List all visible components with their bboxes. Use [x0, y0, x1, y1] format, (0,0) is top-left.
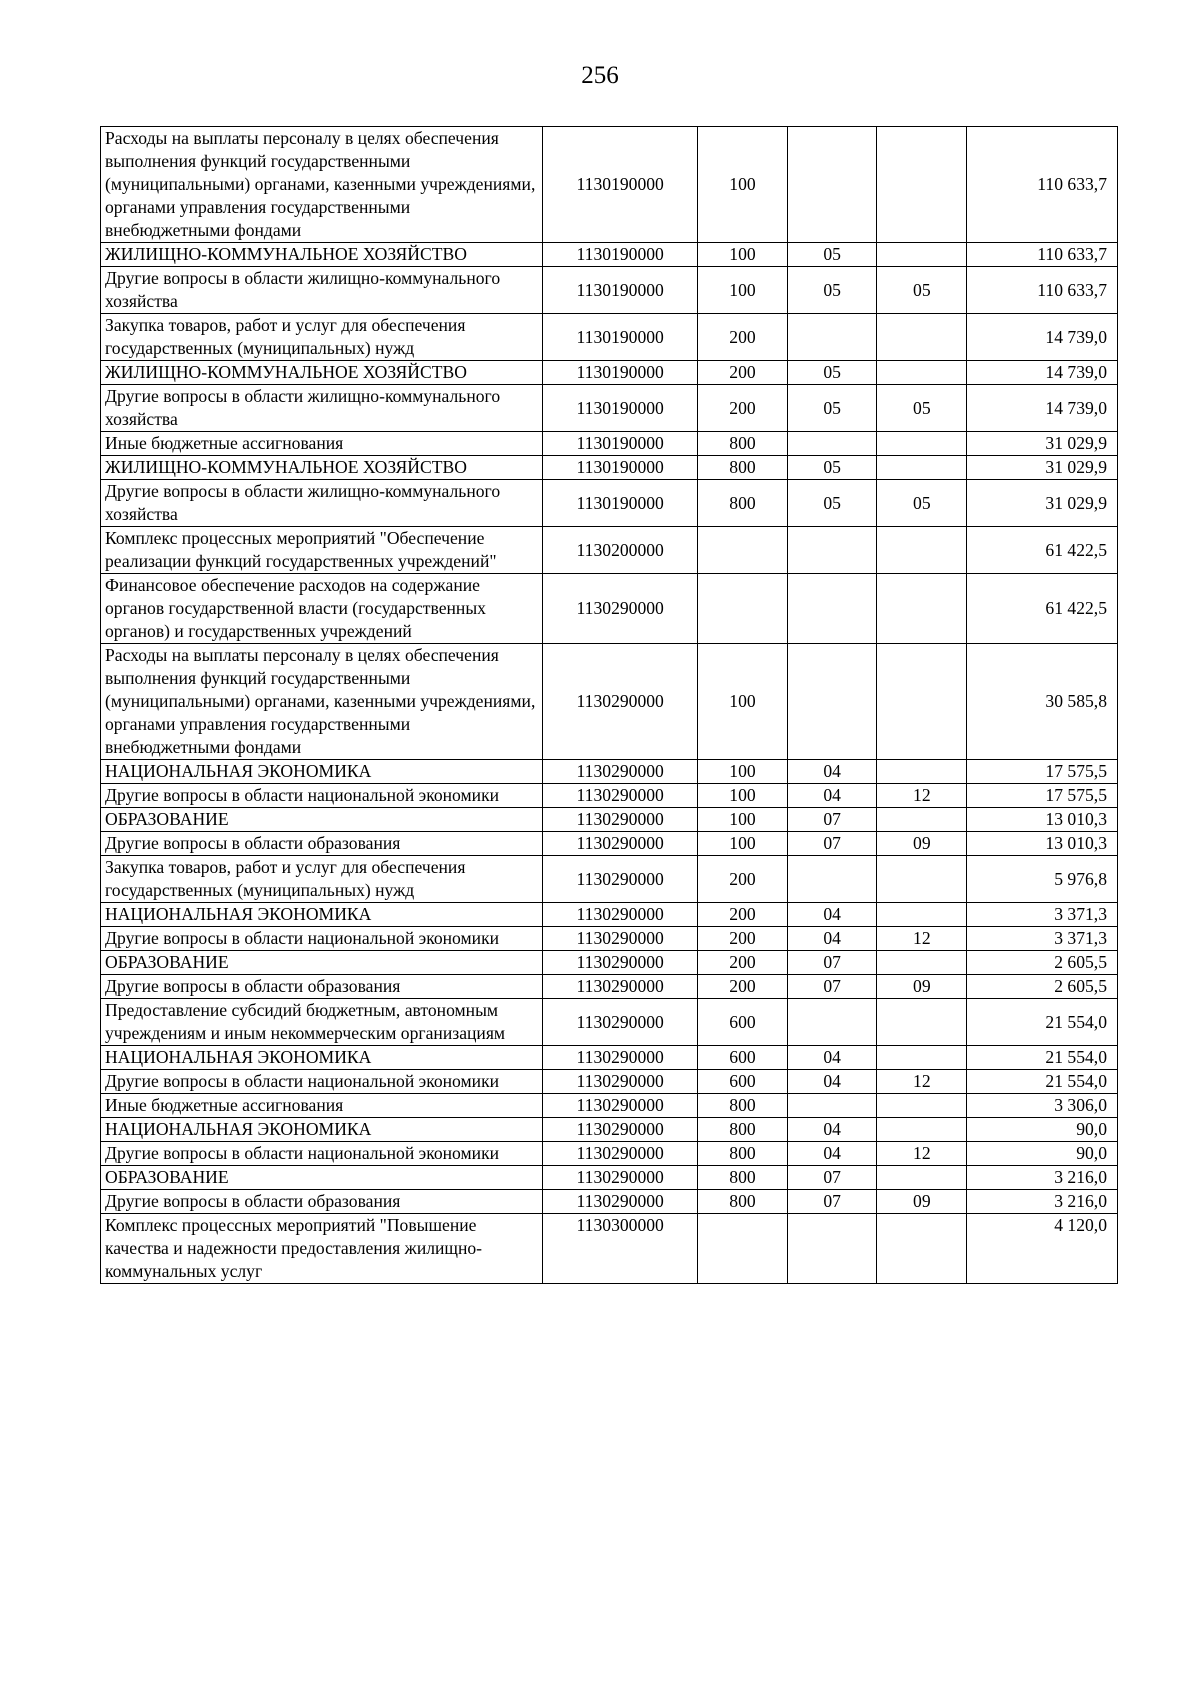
cell-target-code: 1130290000	[543, 760, 698, 784]
cell-expense-type: 100	[698, 243, 788, 267]
cell-target-code: 1130190000	[543, 456, 698, 480]
cell-target-code: 1130300000	[543, 1214, 698, 1284]
cell-section: 04	[787, 1070, 877, 1094]
cell-subsection	[877, 856, 967, 903]
cell-subsection	[877, 574, 967, 644]
table-row	[101, 1070, 1118, 1094]
cell-amount: 5 976,8	[967, 856, 1118, 903]
cell-expense-type: 100	[698, 808, 788, 832]
cell-amount: 13 010,3	[967, 808, 1118, 832]
cell-subsection	[877, 1094, 967, 1118]
cell-target-code: 1130290000	[543, 1142, 698, 1166]
cell-section: 04	[787, 784, 877, 808]
cell-name: НАЦИОНАЛЬНАЯ ЭКОНОМИКА	[101, 760, 543, 784]
cell-name: Предоставление субсидий бюджетным, автономным учреждениям и иным некоммерческим организациям	[101, 999, 543, 1046]
cell-subsection	[877, 951, 967, 975]
cell-target-code: 1130290000	[543, 1190, 698, 1214]
cell-name: ОБРАЗОВАНИЕ	[101, 1166, 543, 1190]
table-row	[101, 808, 1118, 832]
cell-target-code: 1130190000	[543, 127, 698, 243]
table-row	[101, 856, 1118, 903]
cell-amount: 2 605,5	[967, 951, 1118, 975]
table-row	[101, 903, 1118, 927]
cell-subsection	[877, 314, 967, 361]
cell-expense-type: 800	[698, 1118, 788, 1142]
cell-amount: 4 120,0	[967, 1214, 1118, 1284]
cell-target-code: 1130290000	[543, 951, 698, 975]
cell-section	[787, 856, 877, 903]
table-row	[101, 784, 1118, 808]
table-row	[101, 1142, 1118, 1166]
cell-expense-type: 200	[698, 856, 788, 903]
table-row	[101, 1118, 1118, 1142]
cell-subsection	[877, 1118, 967, 1142]
cell-name: НАЦИОНАЛЬНАЯ ЭКОНОМИКА	[101, 1118, 543, 1142]
table-row	[101, 574, 1118, 644]
cell-amount: 110 633,7	[967, 127, 1118, 243]
cell-section	[787, 574, 877, 644]
cell-subsection: 09	[877, 975, 967, 999]
cell-subsection	[877, 243, 967, 267]
cell-section	[787, 644, 877, 760]
cell-amount: 21 554,0	[967, 999, 1118, 1046]
cell-name: Финансовое обеспечение расходов на содержание органов государственной власти (государственных органов) и государственных учреждений	[101, 574, 543, 644]
table-row	[101, 927, 1118, 951]
cell-name: ОБРАЗОВАНИЕ	[101, 808, 543, 832]
table-row	[101, 432, 1118, 456]
cell-target-code: 1130290000	[543, 856, 698, 903]
cell-subsection: 12	[877, 784, 967, 808]
cell-expense-type: 100	[698, 127, 788, 243]
cell-subsection	[877, 1214, 967, 1284]
cell-amount: 17 575,5	[967, 760, 1118, 784]
cell-name: Другие вопросы в области жилищно-коммунального хозяйства	[101, 385, 543, 432]
cell-name: Другие вопросы в области национальной экономики	[101, 927, 543, 951]
table-row	[101, 361, 1118, 385]
table-row	[101, 243, 1118, 267]
table-row	[101, 975, 1118, 999]
cell-amount: 61 422,5	[967, 527, 1118, 574]
cell-expense-type: 200	[698, 314, 788, 361]
cell-expense-type: 800	[698, 456, 788, 480]
cell-subsection	[877, 903, 967, 927]
cell-expense-type: 100	[698, 644, 788, 760]
cell-section	[787, 527, 877, 574]
cell-name: Другие вопросы в области жилищно-коммунального хозяйства	[101, 267, 543, 314]
cell-target-code: 1130190000	[543, 314, 698, 361]
table-row	[101, 1094, 1118, 1118]
cell-amount: 14 739,0	[967, 385, 1118, 432]
cell-target-code: 1130190000	[543, 480, 698, 527]
cell-expense-type: 600	[698, 1046, 788, 1070]
cell-amount: 14 739,0	[967, 314, 1118, 361]
table-row	[101, 267, 1118, 314]
cell-name: Закупка товаров, работ и услуг для обеспечения государственных (муниципальных) нужд	[101, 856, 543, 903]
cell-name: ОБРАЗОВАНИЕ	[101, 951, 543, 975]
cell-target-code: 1130290000	[543, 832, 698, 856]
cell-name: Другие вопросы в области национальной экономики	[101, 1142, 543, 1166]
cell-target-code: 1130290000	[543, 1094, 698, 1118]
cell-subsection	[877, 361, 967, 385]
cell-expense-type: 800	[698, 1166, 788, 1190]
cell-target-code: 1130290000	[543, 574, 698, 644]
table-row	[101, 527, 1118, 574]
table-row	[101, 951, 1118, 975]
cell-expense-type: 600	[698, 1070, 788, 1094]
table-row	[101, 127, 1118, 243]
cell-subsection: 09	[877, 1190, 967, 1214]
cell-section	[787, 1094, 877, 1118]
cell-subsection: 09	[877, 832, 967, 856]
cell-section: 07	[787, 808, 877, 832]
cell-name: Комплекс процессных мероприятий "Повышение качества и надежности предоставления жилищно-коммунальных услуг	[101, 1214, 543, 1284]
cell-subsection	[877, 760, 967, 784]
cell-section	[787, 1214, 877, 1284]
budget-table	[100, 126, 1118, 1284]
cell-amount: 21 554,0	[967, 1046, 1118, 1070]
cell-subsection: 12	[877, 927, 967, 951]
cell-section: 07	[787, 1166, 877, 1190]
cell-subsection	[877, 644, 967, 760]
cell-section: 07	[787, 951, 877, 975]
cell-expense-type: 800	[698, 1190, 788, 1214]
table-row	[101, 1214, 1118, 1284]
cell-expense-type	[698, 527, 788, 574]
cell-expense-type: 100	[698, 784, 788, 808]
table-row	[101, 456, 1118, 480]
cell-name: Расходы на выплаты персоналу в целях обеспечения выполнения функций государственными (муниципальными) органами, казенными учреждениями, органами управления государственными внебюджетными фондами	[101, 127, 543, 243]
cell-section	[787, 432, 877, 456]
cell-section	[787, 127, 877, 243]
cell-section: 05	[787, 361, 877, 385]
cell-section: 05	[787, 267, 877, 314]
cell-section: 04	[787, 927, 877, 951]
cell-name: Другие вопросы в области национальной экономики	[101, 784, 543, 808]
cell-amount: 31 029,9	[967, 456, 1118, 480]
cell-amount: 13 010,3	[967, 832, 1118, 856]
table-row	[101, 385, 1118, 432]
cell-name: Другие вопросы в области образования	[101, 1190, 543, 1214]
cell-amount: 21 554,0	[967, 1070, 1118, 1094]
cell-target-code: 1130290000	[543, 1118, 698, 1142]
cell-target-code: 1130200000	[543, 527, 698, 574]
cell-amount: 3 371,3	[967, 903, 1118, 927]
cell-name: НАЦИОНАЛЬНАЯ ЭКОНОМИКА	[101, 903, 543, 927]
cell-amount: 30 585,8	[967, 644, 1118, 760]
cell-expense-type	[698, 574, 788, 644]
cell-expense-type: 200	[698, 927, 788, 951]
cell-section: 05	[787, 480, 877, 527]
table-row	[101, 314, 1118, 361]
cell-target-code: 1130290000	[543, 784, 698, 808]
cell-amount: 31 029,9	[967, 432, 1118, 456]
cell-name: Другие вопросы в области национальной экономики	[101, 1070, 543, 1094]
cell-name: Иные бюджетные ассигнования	[101, 1094, 543, 1118]
table-row	[101, 1190, 1118, 1214]
table-row	[101, 832, 1118, 856]
cell-section: 04	[787, 903, 877, 927]
cell-amount: 3 371,3	[967, 927, 1118, 951]
cell-expense-type: 200	[698, 361, 788, 385]
cell-target-code: 1130290000	[543, 1166, 698, 1190]
cell-name: ЖИЛИЩНО-КОММУНАЛЬНОЕ ХОЗЯЙСТВО	[101, 456, 543, 480]
cell-subsection: 05	[877, 385, 967, 432]
cell-expense-type: 100	[698, 832, 788, 856]
cell-target-code: 1130190000	[543, 385, 698, 432]
cell-amount: 3 216,0	[967, 1166, 1118, 1190]
cell-section: 05	[787, 243, 877, 267]
cell-section	[787, 314, 877, 361]
cell-amount: 3 216,0	[967, 1190, 1118, 1214]
cell-subsection	[877, 456, 967, 480]
table-row	[101, 480, 1118, 527]
cell-subsection: 12	[877, 1142, 967, 1166]
cell-target-code: 1130290000	[543, 975, 698, 999]
cell-expense-type: 100	[698, 760, 788, 784]
cell-name: ЖИЛИЩНО-КОММУНАЛЬНОЕ ХОЗЯЙСТВО	[101, 361, 543, 385]
cell-section: 04	[787, 1142, 877, 1166]
cell-amount: 61 422,5	[967, 574, 1118, 644]
cell-subsection: 05	[877, 480, 967, 527]
cell-subsection	[877, 1166, 967, 1190]
cell-section: 04	[787, 1118, 877, 1142]
cell-expense-type: 200	[698, 903, 788, 927]
cell-amount: 110 633,7	[967, 267, 1118, 314]
cell-amount: 31 029,9	[967, 480, 1118, 527]
table-row	[101, 999, 1118, 1046]
page-number: 256	[581, 62, 619, 89]
cell-expense-type	[698, 1214, 788, 1284]
cell-target-code: 1130190000	[543, 432, 698, 456]
cell-amount: 14 739,0	[967, 361, 1118, 385]
cell-section: 07	[787, 832, 877, 856]
cell-amount: 2 605,5	[967, 975, 1118, 999]
cell-target-code: 1130290000	[543, 1046, 698, 1070]
cell-expense-type: 800	[698, 1142, 788, 1166]
cell-amount: 3 306,0	[967, 1094, 1118, 1118]
cell-expense-type: 200	[698, 975, 788, 999]
cell-target-code: 1130290000	[543, 903, 698, 927]
cell-subsection	[877, 127, 967, 243]
cell-target-code: 1130290000	[543, 1070, 698, 1094]
cell-target-code: 1130190000	[543, 267, 698, 314]
cell-amount: 17 575,5	[967, 784, 1118, 808]
cell-expense-type: 800	[698, 432, 788, 456]
cell-section: 04	[787, 1046, 877, 1070]
cell-target-code: 1130290000	[543, 927, 698, 951]
cell-subsection	[877, 999, 967, 1046]
cell-target-code: 1130290000	[543, 644, 698, 760]
cell-expense-type: 800	[698, 480, 788, 527]
cell-target-code: 1130290000	[543, 808, 698, 832]
cell-expense-type: 100	[698, 267, 788, 314]
cell-expense-type: 800	[698, 1094, 788, 1118]
cell-name: Закупка товаров, работ и услуг для обеспечения государственных (муниципальных) нужд	[101, 314, 543, 361]
cell-amount: 110 633,7	[967, 243, 1118, 267]
cell-name: Комплекс процессных мероприятий "Обеспечение реализации функций государственных учреждений"	[101, 527, 543, 574]
cell-expense-type: 200	[698, 951, 788, 975]
table-row	[101, 644, 1118, 760]
cell-section: 04	[787, 760, 877, 784]
budget-table-body	[101, 127, 1118, 1284]
cell-subsection: 05	[877, 267, 967, 314]
cell-target-code: 1130190000	[543, 243, 698, 267]
cell-target-code: 1130190000	[543, 361, 698, 385]
cell-name: Другие вопросы в области жилищно-коммунального хозяйства	[101, 480, 543, 527]
cell-name: ЖИЛИЩНО-КОММУНАЛЬНОЕ ХОЗЯЙСТВО	[101, 243, 543, 267]
cell-section	[787, 999, 877, 1046]
cell-target-code: 1130290000	[543, 999, 698, 1046]
cell-name: Другие вопросы в области образования	[101, 832, 543, 856]
cell-section: 07	[787, 975, 877, 999]
cell-name: Расходы на выплаты персоналу в целях обеспечения выполнения функций государственными (муниципальными) органами, казенными учреждениями, органами управления государственными внебюджетными фондами	[101, 644, 543, 760]
cell-name: Иные бюджетные ассигнования	[101, 432, 543, 456]
cell-section: 07	[787, 1190, 877, 1214]
cell-subsection	[877, 808, 967, 832]
cell-expense-type: 200	[698, 385, 788, 432]
cell-subsection	[877, 432, 967, 456]
table-row	[101, 760, 1118, 784]
cell-name: НАЦИОНАЛЬНАЯ ЭКОНОМИКА	[101, 1046, 543, 1070]
cell-subsection	[877, 1046, 967, 1070]
cell-expense-type: 600	[698, 999, 788, 1046]
cell-amount: 90,0	[967, 1118, 1118, 1142]
cell-amount: 90,0	[967, 1142, 1118, 1166]
table-row	[101, 1166, 1118, 1190]
cell-section: 05	[787, 385, 877, 432]
cell-subsection	[877, 527, 967, 574]
table-row	[101, 1046, 1118, 1070]
cell-subsection: 12	[877, 1070, 967, 1094]
cell-section: 05	[787, 456, 877, 480]
cell-name: Другие вопросы в области образования	[101, 975, 543, 999]
